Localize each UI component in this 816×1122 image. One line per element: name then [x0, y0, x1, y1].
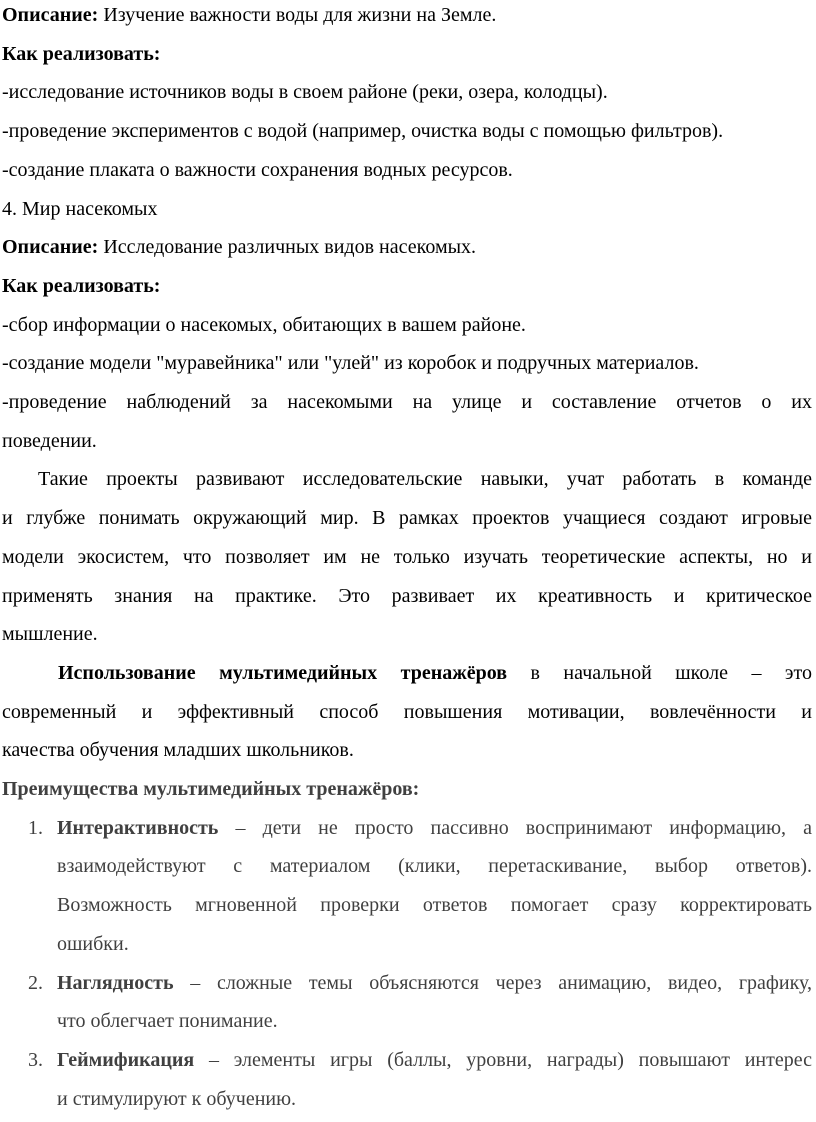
- paragraph-text: Такие проекты развивают исследовательские навыки, учат работать в команде: [38, 468, 812, 491]
- line-poster-creation: [2, 151, 812, 190]
- list-number-2: 2.: [28, 971, 43, 994]
- line-projects-paragraph-5: [2, 615, 812, 654]
- description-text: Изучение важности воды для жизни на Земле.: [98, 4, 497, 26]
- heading-advantages: [2, 770, 812, 809]
- bullet-text: -проведение экспериментов с водой (например, очистка воды с помощью фильтров).: [2, 120, 724, 143]
- line-projects-paragraph-3: [2, 538, 812, 577]
- list-item-text: Возможность мгновенной проверки ответов помогает сразу корректировать: [57, 894, 812, 917]
- list-number-1: 1.: [28, 816, 43, 839]
- paragraph-text: в начальной школе – это: [507, 661, 812, 684]
- list-item-2-line-1: [2, 964, 812, 1003]
- list-item-text: – дети не просто пассивно воспринимают информацию, а: [218, 816, 812, 839]
- section-title-text: 4. Мир насекомых: [2, 197, 158, 220]
- line-anthill-model: [2, 344, 812, 383]
- paragraph-text: современный и эффективный способ повышения мотивации, вовлечённости и: [2, 700, 812, 723]
- line-observations-2: [2, 422, 812, 461]
- bullet-text: поведении.: [2, 429, 97, 452]
- line-description-insects: [2, 228, 812, 267]
- list-item-3-line-2: [2, 1080, 812, 1118]
- list-item-1-line-3: [2, 886, 812, 925]
- paragraph-text: модели экосистем, что позволяет им не только изучать теоретические аспекты, но и: [2, 545, 812, 568]
- paragraph-text: мышление.: [2, 623, 98, 646]
- line-multimedia-paragraph-1: [2, 654, 812, 693]
- gamification-label: Геймификация: [57, 1048, 195, 1071]
- list-number-3: 3.: [28, 1048, 43, 1071]
- description-label: Описание:: [2, 236, 99, 259]
- line-projects-paragraph-1: [2, 460, 812, 499]
- line-description-water: [2, 0, 812, 35]
- line-how-to-implement-2: [2, 267, 812, 306]
- line-how-to-implement-1: [2, 35, 812, 74]
- bullet-text: -создание плаката о важности сохранения водных ресурсов.: [2, 158, 513, 181]
- line-observations-1: [2, 383, 812, 422]
- list-item-text: ошибки.: [57, 932, 129, 955]
- line-projects-paragraph-2: [2, 499, 812, 538]
- bullet-text: -сбор информации о насекомых, обитающих в вашем районе.: [2, 313, 526, 336]
- paragraph-text: применять знания на практике. Это развивает их креативность и критическое: [2, 584, 812, 607]
- paragraph-text: и глубже понимать окружающий мир. В рамках проектов учащиеся создают игровые: [2, 507, 812, 530]
- line-collect-insect-info: [2, 306, 812, 345]
- line-multimedia-paragraph-3: [2, 731, 812, 770]
- paragraph-text: качества обучения младших школьников.: [2, 739, 354, 762]
- line-research-water-sources: [2, 73, 812, 112]
- list-item-text: и стимулируют к обучению.: [57, 1087, 297, 1110]
- visibility-label: Наглядность: [57, 971, 174, 994]
- bullet-text: -исследование источников воды в своем районе (реки, озера, колодцы).: [2, 81, 608, 104]
- line-multimedia-paragraph-2: [2, 693, 812, 732]
- heading-advantages-text: Преимущества мультимедийных тренажёров:: [2, 778, 420, 801]
- line-water-experiments: [2, 112, 812, 151]
- list-item-1-line-1: [2, 809, 812, 848]
- list-item-1-line-4: [2, 925, 812, 964]
- bullet-text: -проведение наблюдений за насекомыми на улице и составление отчетов о их: [2, 391, 812, 414]
- line-projects-paragraph-4: [2, 577, 812, 616]
- how-to-implement-label: Как реализовать:: [2, 42, 161, 65]
- how-to-implement-label: Как реализовать:: [2, 274, 161, 297]
- list-item-text: взаимодействуют с материалом (клики, перетаскивание, выбор ответов).: [57, 855, 812, 878]
- description-label: Описание:: [2, 4, 99, 26]
- interactivity-label: Интерактивность: [57, 816, 219, 839]
- list-item-text: – сложные темы объясняются через анимацию, видео, графику,: [173, 971, 812, 994]
- list-item-text: – элементы игры (баллы, уровни, награды) повышают интерес: [194, 1048, 812, 1071]
- bullet-text: -создание модели "муравейника" или "улей" из коробок и подручных материалов.: [2, 352, 699, 375]
- multimedia-trainers-label: Использование мультимедийных тренажёров: [58, 661, 508, 684]
- list-item-1-line-2: [2, 847, 812, 886]
- list-item-3-line-1: [2, 1041, 812, 1080]
- line-insects-section-title: [2, 190, 812, 229]
- description-text: Исследование различных видов насекомых.: [98, 236, 477, 259]
- list-item-2-line-2: [2, 1002, 812, 1041]
- list-item-text: что облегчает понимание.: [57, 1010, 278, 1033]
